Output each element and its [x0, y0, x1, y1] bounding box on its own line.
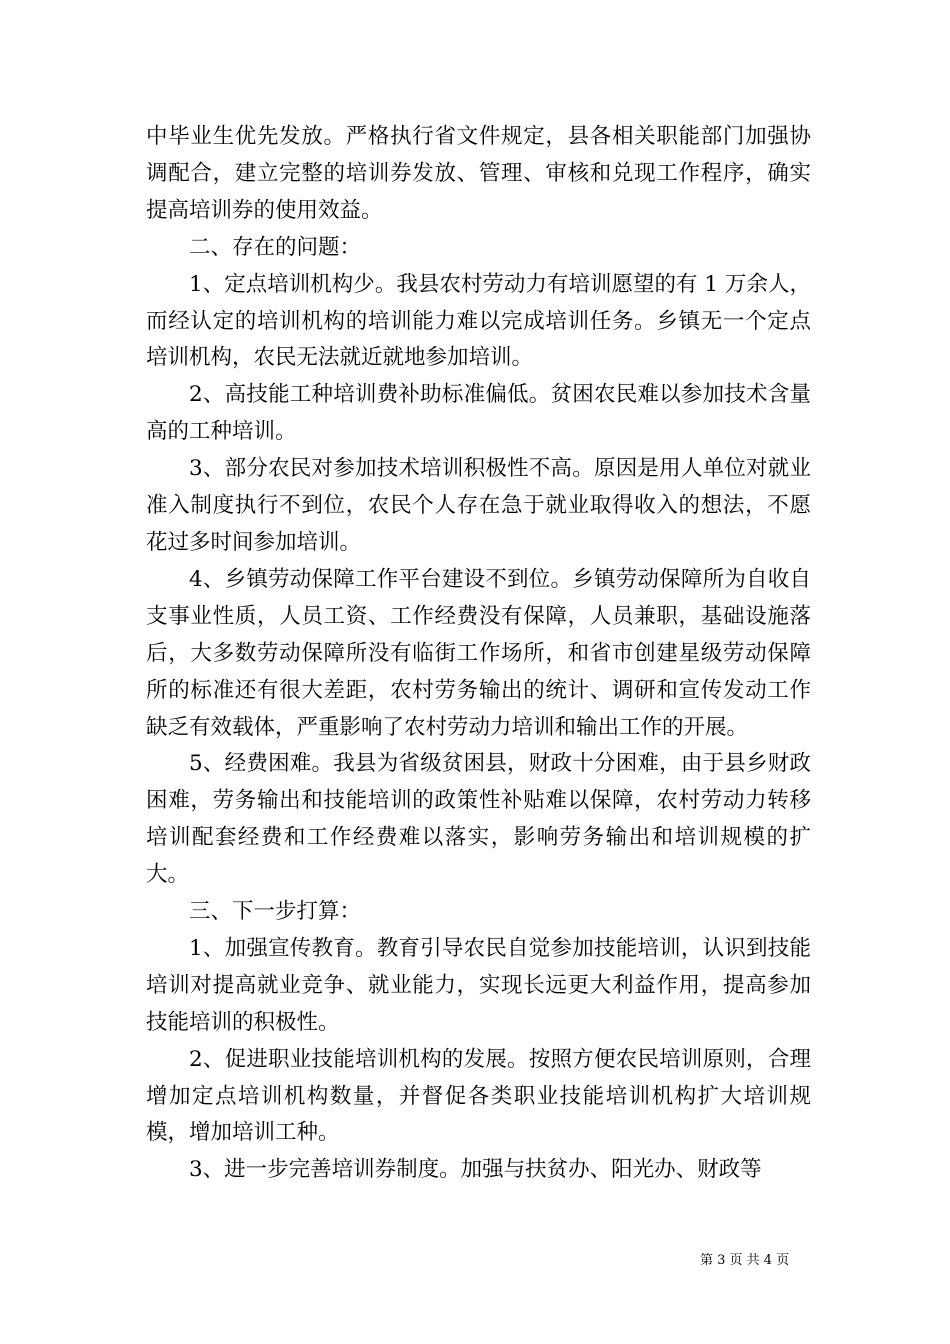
paragraph: 4、乡镇劳动保障工作平台建设不到位。乡镇劳动保障所为自收自支事业性质，人员工资、工作经费没有保障，人员兼职，基础设施落后，大多数劳动保障所没有临街工作场所，和省市创建星级劳动保障所的标准还有很大差距，农村劳务输出的统计、调研和宣传发动工作缺乏有效载体，严重影响了农村劳动力培训和输出工作的开展。 — [146, 566, 811, 740]
paragraph: 1、定点培训机构少。我县农村劳动力有培训愿望的有 1 万余人，而经认定的培训机构的培训能力难以完成培训任务。乡镇无一个定点培训机构，农民无法就近就地参加培训。 — [146, 271, 811, 371]
paragraph: 2、促进职业技能培训机构的发展。按照方便农民培训原则，合理增加定点培训机构数量，并督促各类职业技能培训机构扩大培训规模，增加培训工种。 — [146, 1046, 811, 1146]
paragraph: 中毕业生优先发放。严格执行省文件规定，县各相关职能部门加强协调配合，建立完整的培训券发放、管理、审核和兑现工作程序，确实提高培训券的使用效益。 — [146, 124, 811, 223]
paragraph: 2、高技能工种培训费补助标准偏低。贫困农民难以参加技术含量高的工种培训。 — [146, 382, 811, 445]
document-body — [146, 119, 811, 1189]
page-number: 第 3 页 共 4 页 — [700, 1253, 790, 1268]
paragraph: 3、进一步完善培训券制度。加强与扶贫办、阳光办、财政等 — [189, 1157, 762, 1183]
paragraph: 1、加强宣传教育。教育引导农民自觉参加技能培训，认识到技能培训对提高就业竞争、就业能力，实现长远更大利益作用，提高参加技能培训的积极性。 — [146, 935, 811, 1035]
paragraph: 5、经费困难。我县为省级贫困县，财政十分困难，由于县乡财政困难，劳务输出和技能培训的政策性补贴难以保障，农村劳动力转移培训配套经费和工作经费难以落实，影响劳务输出和培训规模的扩大。 — [146, 751, 811, 888]
paragraph: 3、部分农民对参加技术培训积极性不高。原因是用人单位对就业准入制度执行不到位，农民个人存在急于就业取得收入的想法，不愿花过多时间参加培训。 — [146, 456, 811, 555]
section-heading: 三、下一步打算： — [189, 899, 362, 925]
section-heading: 二、存在的问题： — [189, 234, 362, 260]
